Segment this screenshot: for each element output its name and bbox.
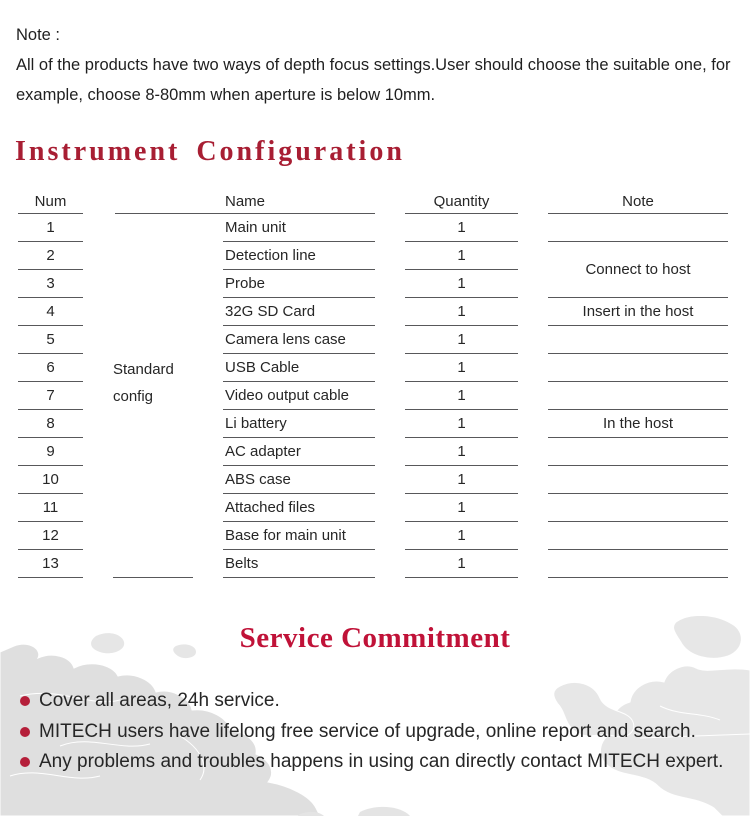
- note-text-line1: All of the products have two ways of depth focus settings.User should choose the suitable one, for: [16, 56, 731, 74]
- note-cell: Insert in the host: [548, 298, 728, 326]
- note-cell-empty: [548, 214, 728, 242]
- config-group-cell: [113, 214, 193, 578]
- service-bullet-item: [20, 686, 723, 717]
- name-cell: ABS case: [223, 466, 375, 494]
- bullet-icon: [20, 727, 30, 737]
- name-cell: Probe: [223, 270, 375, 298]
- quantity-cell: 1: [405, 270, 518, 298]
- col-header-name: Name: [115, 190, 375, 214]
- name-cell: Main unit: [223, 214, 375, 242]
- num-cell: 10: [18, 466, 83, 494]
- service-bullet-item: [20, 747, 723, 778]
- config-group-label-line2: config: [113, 387, 154, 405]
- name-cell: Base for main unit: [223, 522, 375, 550]
- note-cell-empty: [548, 382, 728, 410]
- service-commitment-title: Service Commitment: [239, 622, 511, 654]
- num-cell: 3: [18, 270, 83, 298]
- note-label: Note :: [16, 26, 61, 44]
- note-cell-empty: [548, 438, 728, 466]
- note-cell-empty: [548, 354, 728, 382]
- num-cell: 6: [18, 354, 83, 382]
- col-header-quantity: Quantity: [405, 190, 518, 214]
- config-group-label-line1: Standard: [113, 360, 174, 378]
- num-cell: 5: [18, 326, 83, 354]
- quantity-cell: 1: [405, 326, 518, 354]
- quantity-cell: 1: [405, 214, 518, 242]
- num-cell: 4: [18, 298, 83, 326]
- quantity-cell: 1: [405, 438, 518, 466]
- col-header-num: Num: [18, 190, 83, 214]
- col-header-note: Note: [548, 190, 728, 214]
- service-bullet-item: [20, 717, 723, 748]
- note-cell-empty: [548, 522, 728, 550]
- note-text-line2: example, choose 8-80mm when aperture is below 10mm.: [16, 86, 436, 104]
- quantity-cell: 1: [405, 382, 518, 410]
- note-cell-merged-rows-2-3: Connect to host: [548, 242, 728, 298]
- note-cell-empty: [548, 326, 728, 354]
- quantity-cell: 1: [405, 494, 518, 522]
- quantity-cell: 1: [405, 242, 518, 270]
- service-bullet-text: Cover all areas, 24h service.: [39, 690, 280, 712]
- num-cell: 8: [18, 410, 83, 438]
- quantity-cell: 1: [405, 466, 518, 494]
- name-cell: 32G SD Card: [223, 298, 375, 326]
- column-num: [18, 190, 83, 578]
- name-cell: Attached files: [223, 494, 375, 522]
- note-cell-empty: [548, 550, 728, 578]
- quantity-cell: 1: [405, 522, 518, 550]
- quantity-cell: 1: [405, 410, 518, 438]
- name-cell: AC adapter: [223, 438, 375, 466]
- instrument-table: [0, 190, 750, 580]
- num-cell: 1: [18, 214, 83, 242]
- column-config-group: [113, 214, 193, 578]
- name-cell: USB Cable: [223, 354, 375, 382]
- note-cell: In the host: [548, 410, 728, 438]
- num-cell: 2: [18, 242, 83, 270]
- num-cell: 9: [18, 438, 83, 466]
- note-section: [16, 20, 740, 110]
- name-cell: Camera lens case: [223, 326, 375, 354]
- num-cell: 13: [18, 550, 83, 578]
- name-cell: Li battery: [223, 410, 375, 438]
- num-cell: 7: [18, 382, 83, 410]
- note-cell-empty: [548, 494, 728, 522]
- name-cell: Video output cable: [223, 382, 375, 410]
- name-cell: Belts: [223, 550, 375, 578]
- column-quantity: [405, 190, 518, 578]
- quantity-cell: 1: [405, 354, 518, 382]
- service-bullet-text: MITECH users have lifelong free service of upgrade, online report and search.: [39, 720, 696, 742]
- service-bullet-text: Any problems and troubles happens in using can directly contact MITECH expert.: [39, 751, 724, 773]
- quantity-cell: 1: [405, 550, 518, 578]
- column-note: [548, 190, 728, 578]
- bullet-icon: [20, 757, 30, 767]
- column-name: [223, 214, 375, 578]
- quantity-cell: 1: [405, 298, 518, 326]
- name-cell: Detection line: [223, 242, 375, 270]
- service-bullets: [20, 686, 723, 778]
- instrument-configuration-title: Instrument Configuration: [15, 136, 405, 167]
- num-cell: 12: [18, 522, 83, 550]
- bullet-icon: [20, 696, 30, 706]
- num-cell: 11: [18, 494, 83, 522]
- note-cell-empty: [548, 466, 728, 494]
